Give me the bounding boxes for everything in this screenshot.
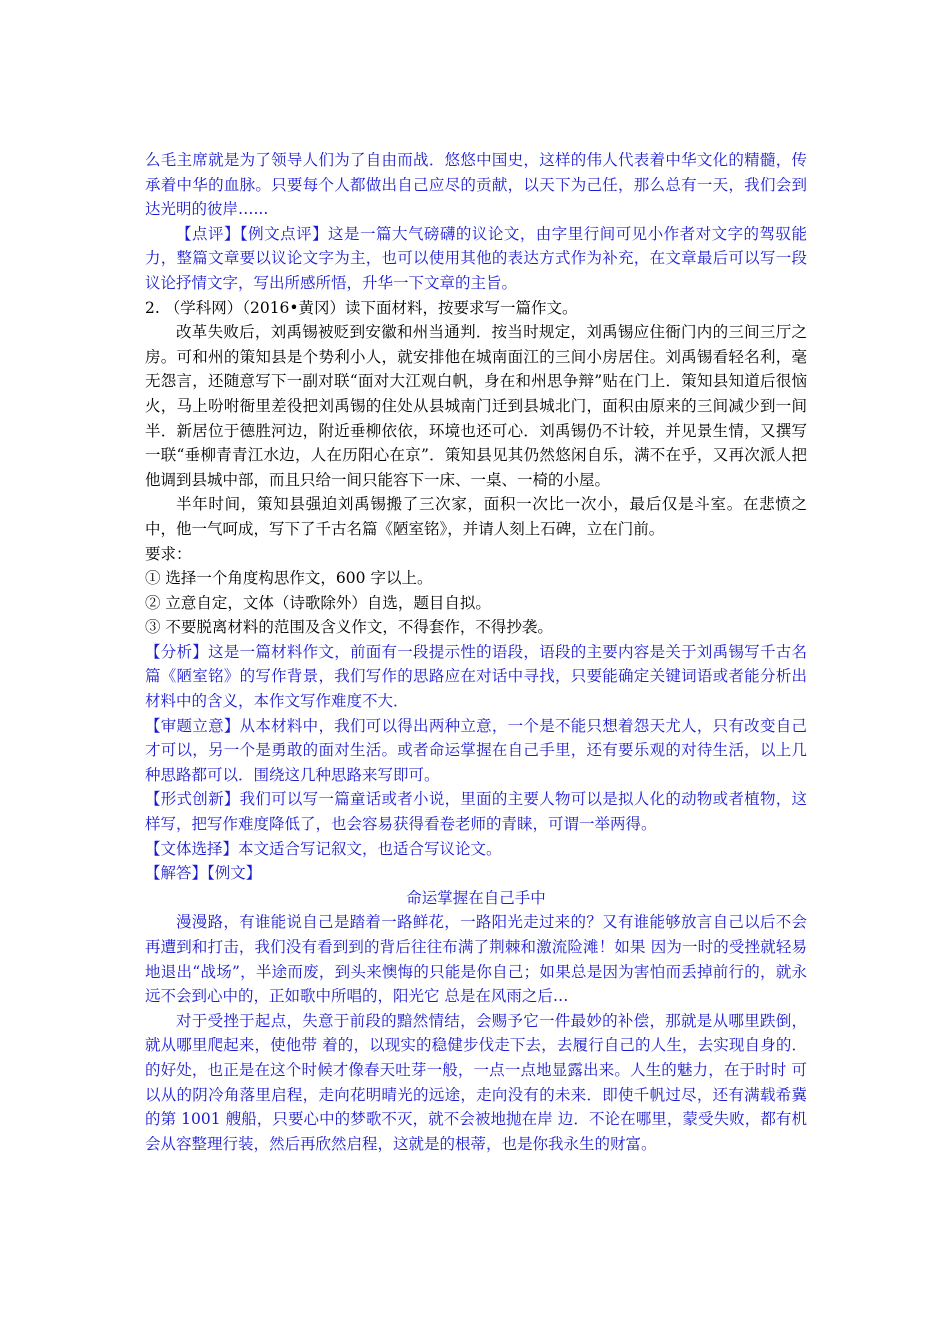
example-commentary-paragraph: 【点评】【例文点评】这是一篇大气磅礴的议论文，由字里行间可见小作者对文字的驾驭能力，整篇文章要以议论文字为主，也可以使用其他的表达方式作为补充，在文章最后可以写一段议论抒情文字，写出所感所悟，升华一下文章的主旨。: [145, 224, 807, 292]
question-heading: 2. （学科网）（2016•黄冈）读下面材料，按要求写一篇作文。: [145, 298, 578, 317]
example-essay-title: 命运掌握在自己手中: [406, 888, 546, 907]
genre-choice-paragraph: 【文体选择】本文适合写记叙文，也适合写议论文。: [145, 839, 502, 858]
example-essay-paragraph-1: 漫漫路，有谁能说自己是踏着一路鲜花，一路阳光走过来的？又有谁能够放言自己以后不会再遭到和打击，我们没有看到到的背后往往布满了荆棘和激流险滩！如果 因为一时的受挫就轻易地退出“战场”，半途而废，到头来懊悔的只能是你自己；如果总是因为害怕而丢掉前行的，就永远不会到心中的，正如歌中所唱的，阳光它 总是在风雨之后…: [145, 913, 807, 1006]
requirements-heading: 要求：: [145, 544, 192, 563]
example-essay-paragraph-2: 对于受挫于起点，失意于前段的黯然情结，会赐予它一件最妙的补偿，那就是从哪里跌倒，就从哪里爬起来，使他带 着的，以现实的稳健步伐走下去，去履行自己的人生，去实现自身的．的好处，也正是在这个时候才像春天吐芽一般，一点一点地显露出来。人生的魅力，在于时时 可以从的阴冷角落里启程，走向花明晴光的远途，走向没有的未来．即使千帆过尽，还有满载希冀的第 1001 艘船，只要心中的梦歌不灭，就不会被地抛在岸 边．不论在哪里，蒙受失败，都有机会从容整理行装，然后再欣然启程，这就是的根蒂，也是你我永生的财富。: [145, 1011, 807, 1153]
answer-heading: 【解答】【例文】: [145, 864, 262, 883]
page-content: [145, 148, 807, 1156]
material-paragraph-1: 改革失败后，刘禹锡被贬到安徽和州当通判．按当时规定，刘禹锡应住衙门内的三间三厅之房。可和州的策知县是个势利小人，就安排他在城南面江的三间小房居住。刘禹锡看轻名利，毫无怨言，还随意写下一副对联“面对大江观白帆，身在和州思争辩”贴在门上．策知县知道后很恼火，马上吩咐衙里差役把刘禹锡的住处从县城南门迁到县城北门，面积由原来的三间减少到一间半．新居位于德胜河边，附近垂柳依依，环境也还可心．刘禹锡仍不计较，并见景生情，又撰写一联“垂柳青青江水边，人在历阳心在京”．策知县见其仍然悠闲自乐，满不在乎，又再次派人把他调到县城中部，而且只给一间只能容下一床、一桌、一椅的小屋。: [145, 323, 807, 489]
requirement-item-2: ② 立意自定，文体（诗歌除外）自选，题目自拟。: [145, 593, 491, 612]
essay-closing-paragraph: 么毛主席就是为了领导人们为了自由而战．悠悠中国史，这样的伟人代表着中华文化的精髓，传承着中华的血脉。只要每个人都做出自己应尽的贡献，以天下为己任，那么总有一天，我们会到达光明的彼岸…...: [145, 151, 807, 219]
requirement-item-1: ① 选择一个角度构思作文，600 字以上。: [145, 569, 433, 588]
form-innovation-paragraph: 【形式创新】我们可以写一篇童话或者小说，里面的主要人物可以是拟人化的动物或者植物，这样写，把写作难度降低了，也会容易获得看卷老师的青睐，可谓一举两得。: [145, 790, 807, 834]
material-paragraph-2: 半年时间，策知县强迫刘禹锡搬了三次家，面积一次比一次小，最后仅是斗室。在悲愤之中，他一气呵成，写下了千古名篇《陋室铭》，并请人刻上石碑，立在门前。: [145, 495, 807, 538]
requirement-item-3: ③ 不要脱离材料的范围及含义作文，不得套作，不得抄袭。: [145, 618, 553, 637]
analysis-paragraph: 【分析】这是一篇材料作文，前面有一段提示性的语段，语段的主要内容是关于刘禹锡写千古名篇《陋室铭》的写作背景，我们写作的思路应在对话中寻找，只要能确定关键词语或者能分析出材料中的含义，本作文写作难度不大．: [145, 642, 807, 711]
topic-analysis-paragraph: 【审题立意】从本材料中，我们可以得出两种立意，一个是不能只想着怨天尤人，只有改变自己才可以，另一个是勇敢的面对生活。或者命运掌握在自己手里，还有要乐观的对待生活，以上几种思路都可以．围绕这几种思路来写即可。: [145, 716, 807, 784]
